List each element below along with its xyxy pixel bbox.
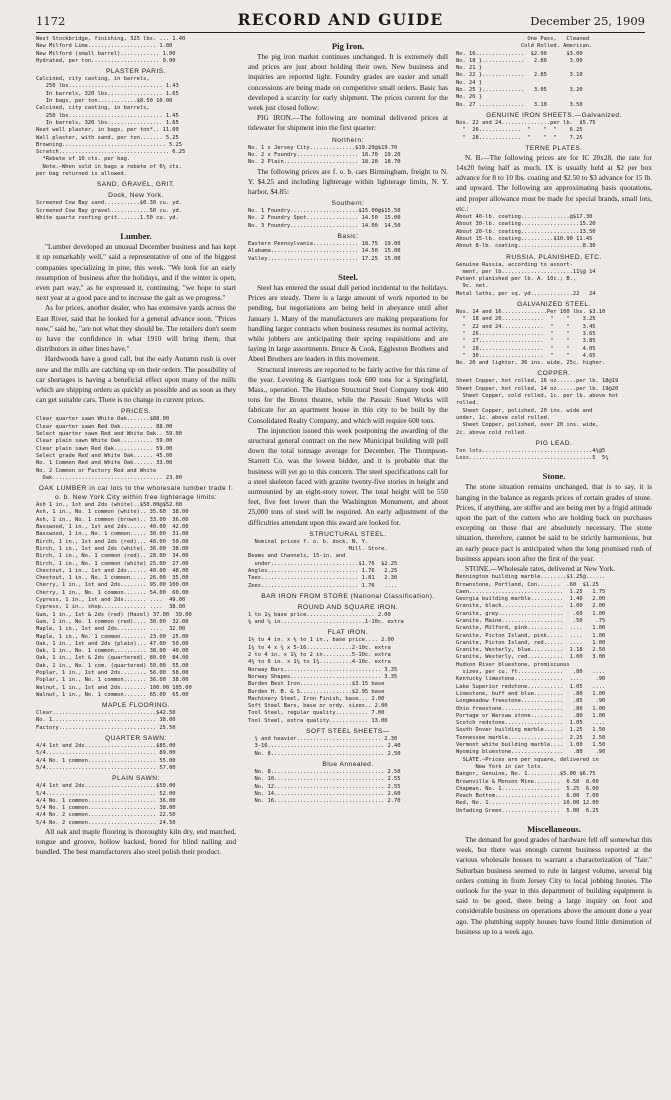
article-paragraph: Structural interests are reported to be fairly active for this time of the year. Levering & Garrigues took 600 tons for a Springfield, Mass., operation. The Hudson Structural Steel Company took 400 tons for the Bronx theatre, while the Passaic Steel Works will fabricate for an apartment house in this city to be built by the Consolidated Realty Company, and which will require 600 tons. xyxy=(248,364,448,425)
price-line: Poplar, 1 in., 1st and 2ds........ 56.00 58.00 xyxy=(36,669,189,676)
price-line: Hydrated, per ton..................... 9.00 xyxy=(36,57,176,64)
price-line: " 30.................... " " 4.65 xyxy=(456,352,596,359)
price-line: Cypress, 1 in., 1st and 2ds....... .... 49.00 xyxy=(36,597,186,604)
price-line: Scotch redstone.................. 1.05 .... xyxy=(456,720,606,727)
section-heading: GENUINE IRON SHEETS.—Galvanized. xyxy=(486,111,622,119)
price-line: Hudson River bluestone, promiscuous xyxy=(456,661,570,668)
price-line: Bennington building marble........$1.25@...... xyxy=(456,574,606,581)
price-line: No. 16............... $2.90 $3.00 xyxy=(456,50,583,57)
price-line: Machinery Steel, Iron Finish, base... 2.00 xyxy=(248,695,385,702)
price-line: 250 lbs............................. 1.45 xyxy=(36,112,179,119)
price-line: Granite, Westerly, blue.......... 1.18 2.50 xyxy=(456,647,606,654)
price-line: Georgia building marble.......... 1.40 2.00 xyxy=(456,596,606,603)
price-line: Sheet Copper, polished, 20 ins. wide and xyxy=(456,407,593,414)
price-line: Cypress, 1 in., shop.............. .... 38.00 xyxy=(36,604,186,611)
price-line: Granite, black................... 1.00 2.00 xyxy=(456,603,606,610)
section-heading: FLAT IRON. xyxy=(327,629,369,637)
section-heading: ROUND AND SQUARE IRON. xyxy=(297,603,399,611)
price-line: Tool Steel, regular quality.......... 7.00 xyxy=(248,710,385,717)
article-paragraph: The demand for good grades of hardware fell off somewhat this week, but there was enough current business reported at the various wholesale houses to warrant a characterization of "fair." Suburban business seemed to rule in largest volume, several big orders coming in from Jersey City to local jobbing houses. The outlook for the year in this department of building equipment is said to be good, there being a large inquiry on foot and considerable business on operations above the amount done a year ago. The plumbing supply houses have found little diminution of business up to a week ago. xyxy=(456,835,652,936)
column-middle xyxy=(248,36,448,1094)
price-line: 5/4 No. 1 common..................... 38.00 xyxy=(36,805,176,812)
price-line: Clear quarter sawn White Oak.......$88.00 xyxy=(36,416,170,423)
price-line: ment, per lb......................11¼@ 14 xyxy=(456,268,596,275)
section-heading: SAND, GRAVEL, GRIT. xyxy=(96,181,176,189)
price-line: Calcined, city casting, in barrels, xyxy=(36,105,150,112)
price-line: Metal laths, per sq. yd.............22 24 xyxy=(456,290,596,297)
price-line: Soft Steel Bars, base or ordy. sizes.. 2.00 xyxy=(248,703,388,710)
price-line: 4/4 No. 1 common..................... 36.00 xyxy=(36,797,176,804)
price-line: 4/4 1st and 2ds......................$85.00 xyxy=(36,743,176,750)
price-line: No. 27 .............. 3.10 3.50 xyxy=(456,101,583,108)
section-heading: BAR IRON FROM STORE (National Classification). xyxy=(261,592,435,600)
price-line: Screened Cow Bay gravel............50 cu. yd. xyxy=(36,207,183,214)
price-line: 1¼ to 4 x ¼ x 5-16..............2-10c. extra xyxy=(248,644,391,651)
price-line: 1 to 1⅞ base price..................... 2.00 xyxy=(248,611,391,618)
publication-title: RECORD AND GUIDE xyxy=(237,10,444,29)
price-line: About 40-lb. coating...............@$17.30 xyxy=(456,214,593,221)
price-line: About 15-lb. coating..........$10.90 11.45 xyxy=(456,235,593,242)
price-line: Nos. 14 and 16..............Per 100 lbs. $3.10 xyxy=(456,309,606,316)
price-line: Factory.............................. 25.50 xyxy=(36,724,176,731)
article-paragraph: The injunction issued this week postponing the awarding of the structural general contract on the new Municipal building will pull down the total tonnage average for December. The Thompson-Starrett Co. was the lowest bidder, and it is probable that the business will yet go to this concern. The steel specifications call for a steel skeleton faced with granite twenty-five stories in height and surmounted by an eight-story tower. The total height will be 550 feet, five feet lower than the Washington Monument, and about 25,000 tons of steel will be required. An early adjustment of the difficulties attendant upon this award are looked for. xyxy=(248,425,448,527)
price-line: Sheet Copper, cold rolled, 1c. per lb. above hot xyxy=(456,393,619,400)
price-line: *Rebate of 10 cts. per bag. xyxy=(36,156,131,163)
article-paragraph: The pig iron market continues unchanged. It is extremely dull and prices are just about holding their own. New business and inquiries are reported light. Foundry grades are easier and small concessions are being made on competitive small orders. Basic has developed a scarcity for early shipment. The prices current for the week just closed follow: xyxy=(248,52,448,113)
article-paragraph: N. B.—The following prices are for IC 20x28, the rate for 14x20 being half as much. IX is usually held at $2 per box advance for 8 to 10 lbs. coating and $2.50 to $3 advance for 15 lb. and upward. The following are approximating basis quotations, and proper allowance must be made for special brands, small lots, etc.: xyxy=(456,152,652,213)
price-line: No. 2 Common or Factory Red and White xyxy=(36,467,157,474)
price-line: New Milford Lime..................... 1.80 xyxy=(36,43,173,50)
price-line: About 8-lb. coating....................8.30 xyxy=(456,243,596,250)
article-heading: Steel. xyxy=(338,271,358,282)
price-line: About 20-lb. coating..................13.50 xyxy=(456,228,596,235)
price-line: 5/4.................................. 52.00 xyxy=(36,790,176,797)
price-line: Gum, 1 in., 1st & 2ds (red) (Hazel) 37.00 39.00 xyxy=(36,611,192,618)
price-line: Oak, 1 in., 1st and 2ds (plain)... 47.00 50.00 xyxy=(36,640,189,647)
price-line: Clear quarter sawn Red Oak.......... 88.00 xyxy=(36,423,173,430)
price-line: under, 1c. above cold rolled. xyxy=(456,414,551,421)
price-line: Alabama........................... 14.50 15.00 xyxy=(248,248,401,255)
price-line: Brownstone, Portland, Con....... .60 $1.25 xyxy=(456,581,599,588)
price-line: Walnut, 1 in., 1st and 2ds........ 100.00 105.00 xyxy=(36,684,192,691)
price-line: No. 1 Common Red and White Oak...... 33.00 xyxy=(36,460,173,467)
price-line: 250 lbs............................. 1.43 xyxy=(36,83,179,90)
price-line: " 18 and 20............. " " 3.25 xyxy=(456,316,596,323)
price-line: Birch, 1 in., 1st and 2ds (white). 36.00 38.00 xyxy=(36,545,189,552)
price-line: Tool Steel, extra quality............ 13.00 xyxy=(248,717,388,724)
price-line: 4/4 1st and 2ds......................$50.00 xyxy=(36,783,176,790)
price-line: Brownville & Monson Mine........ 6.50 8.00 xyxy=(456,778,599,785)
price-line: No. 14.................................. 2.60 xyxy=(248,790,401,797)
article-paragraph: Steel has entered the usual dull period incidental to the holidays. Prices are steady. There is a large amount of work reported to be pending, but negotiations are being held in abeyance until after January 1. Many of the manufacturers are making preparations for handling larger contracts when business resumes its normal activity, while jobbers are anticipating their spring requisitions and are laying in large assortments. Bruce & Cook, Eggleston Brothers and Abeel Brothers are leaders in this movement. xyxy=(248,282,448,364)
price-line: Sheet Copper, hot rolled, 14 oz......per lb. 19@20 xyxy=(456,385,619,392)
article-paragraph: Hardwoods have a good call, but the early Autumn rush is over now and the mills are catching up on their orders. The possibility of car shortages is having a beneficial effect upon many of the mills which are shipping orders as quickly as possible and as soon as they can get suitable cars. There is no change in current prices. xyxy=(36,354,236,405)
price-line: No. 22 }............. 2.85 3.10 xyxy=(456,72,583,79)
price-line: Ash 1 in., 1st and 2ds (white)..$50.00@$52.00 xyxy=(36,502,183,509)
section-heading: MAPLE FLOORING. xyxy=(102,702,170,710)
page-header xyxy=(36,10,645,33)
price-line: West Stockbridge, finishing, 325 lbs. ... 1.40 xyxy=(36,36,186,42)
price-line: 9c. net. xyxy=(456,283,489,290)
spacer xyxy=(36,222,236,226)
price-line: South Dover building marble...... 1.25 1.50 xyxy=(456,727,606,734)
price-line: No. 2 Foundry Spot................ 14.50 15.00 xyxy=(248,215,401,222)
price-line: No. 2 Plain....................... 18.20 18.70 xyxy=(248,159,401,166)
price-line: No. 8................................... 2.50 xyxy=(248,768,401,775)
price-line: No. 1................................ 38.00 xyxy=(36,717,176,724)
price-line: Oak, 1 in., No. 1 common.......... 38.00 40.00 xyxy=(36,648,189,655)
spacer xyxy=(248,263,448,267)
price-line: per bag returned is allowed. xyxy=(36,171,127,178)
price-line: Clear plain sawn White Oak.......... 59.00 xyxy=(36,438,173,445)
price-line: Select grade Red and White Oak...... 45.00 xyxy=(36,452,173,459)
article-heading: Pig Iron. xyxy=(331,41,365,51)
price-line: Ash, 1 in., No. 1 common (white).. 35.60 38.00 xyxy=(36,509,189,516)
price-line: " 26.................... " " 3.65 xyxy=(456,330,596,337)
price-line: Eastern Pennsylvania.............. 18.75 19.00 xyxy=(248,241,401,248)
price-line: " 28............. " " " 7.25 xyxy=(456,134,583,141)
sub-heading: Northern: xyxy=(332,136,364,144)
price-line: No. 10.................................. 2.55 xyxy=(248,776,401,783)
price-line: Longmeadow freestone............. .85 .90 xyxy=(456,698,606,705)
price-line: Poplar, 1 in., No. 1 common....... 36.00 38.00 xyxy=(36,677,189,684)
price-line: Scratch.................................. 6.25 xyxy=(36,149,186,156)
price-line: ¾ and heavier.......................... 2.30 xyxy=(248,736,398,743)
price-line: Granite, Picton Island, red...... .... 1.00 xyxy=(456,639,606,646)
price-line: Wyoming bluestone................ .80 .90 xyxy=(456,749,606,756)
price-line: 4¼ to 6 in. x 1¼ to 1¾..........4-10c. extra xyxy=(248,659,391,666)
column-left xyxy=(36,36,236,1094)
price-line: Maple, 1 in., 1st and 2ds......... .... 32.00 xyxy=(36,626,186,633)
price-line: Wall plaster, with sand, per ton....... 5.25 xyxy=(36,134,179,141)
price-line: No. 3 Foundry..................... 14.00 14.50 xyxy=(248,222,401,229)
price-line: No. 1 x Jersey City..............$19.20@$19.70 xyxy=(248,144,398,151)
price-line: Birch, 1 in., No. 1 common (red).. 28.00 34.00 xyxy=(36,553,189,560)
price-line: No. 18 }............. 2.80 3.00 xyxy=(456,57,583,64)
price-line: Basswood, 1 in., No. 1 common..... 30.00 31.00 xyxy=(36,531,189,538)
price-line: White quartz roofing grit.......1.50 cu. yd. xyxy=(36,214,179,221)
price-line: In barrels, 320 lbs................. 1.65 xyxy=(36,119,179,126)
spacer xyxy=(456,815,652,819)
price-line: In bags, per ton............$8.50 10.00 xyxy=(36,98,173,105)
price-line: Chapman, No. 1.................. 5.25 6.00 xyxy=(456,785,599,792)
price-line: 1½ to 4 in. x ⅜ to 1 in., base price.... 2.00 xyxy=(248,637,395,644)
article-heading: Stone. xyxy=(542,471,566,482)
price-line: Bangor, Genuine, No. 1..........$5.00 $6.75 xyxy=(456,771,596,778)
price-line: 5/4.................................. 57.00 xyxy=(36,764,176,771)
section-heading: OAK LUMBER in car lots to the wholesale lumber trade f. o. b. New York City within free lighterage limits: xyxy=(38,485,234,502)
section-heading: PRICES. xyxy=(121,408,151,416)
price-line: Norway Bars.............................. 3.35 xyxy=(248,666,398,673)
sub-heading: Dock, New York. xyxy=(108,192,164,200)
price-line: under...........................$1.76 $2.25 xyxy=(248,560,398,567)
section-heading: TERNE PLATES. xyxy=(525,144,583,152)
price-line: Genuine Russia, according to assort- xyxy=(456,261,573,268)
price-line: Sheet Copper, hot rolled, 16 oz......per lb. 18@19 xyxy=(456,378,619,385)
price-line: Nos. 22 and 24...............per lb. $5.75 xyxy=(456,119,596,126)
price-line: Granite, Milford, pink........... .... 1.00 xyxy=(456,625,606,632)
price-line: Limestone, buff and blue......... .80 1.00 xyxy=(456,690,606,697)
price-line: Maple, 1 in., No. 1 common........ 23.00 25.00 xyxy=(36,633,189,640)
price-line: Beams and Channels, 15-in. and xyxy=(248,553,346,560)
price-line: Calcined, city casting, in barrels, xyxy=(36,76,150,83)
price-line: Chestnut, 1 in., 1st and 2ds...... 40.00 48.00 xyxy=(36,567,189,574)
article-paragraph: The following prices are f. o. b. cars Birmingham, freight to N. Y. $4.25 and including lighterage within lighterage limits, N. Y. harbor, $4.85: xyxy=(248,166,448,196)
price-line: " 27.................... " " 3.85 xyxy=(456,338,596,345)
price-line: Red, No. 1...................... 10.00 12.00 xyxy=(456,800,599,807)
price-line: 5/4.................................. 89.00 xyxy=(36,750,176,757)
price-line: Burden Best Iron................$3.15 base xyxy=(248,681,385,688)
price-line: No. 8................................... 2.50 xyxy=(248,750,401,757)
price-line: Tees.............................. 1.81 2.30 xyxy=(248,575,398,582)
price-line: Vermont white building marble.... 1.00 1.50 xyxy=(456,742,606,749)
price-line: In barrels, 320 lbs................. 1.65 xyxy=(36,90,179,97)
price-line: Clear................................$42.50 xyxy=(36,710,176,717)
price-line: rolled. xyxy=(456,400,479,407)
spacer xyxy=(456,462,652,466)
price-line: New Milford (small barrel)............ 1.00 xyxy=(36,50,176,57)
page-number: 1172 xyxy=(36,14,66,28)
price-line: Tennessee marble................. 2.25 2.50 xyxy=(456,734,606,741)
sub-heading: Basic: xyxy=(337,233,359,241)
price-line: Granite, Maine................... .50 .75 xyxy=(456,618,606,624)
price-line: 4/4 No. 1 common..................... 55.00 xyxy=(36,757,176,764)
price-line: " 28.................... " " 4.05 xyxy=(456,345,596,352)
price-line: Chestnut, 1 in., No. 1 common..... 26.00 35.00 xyxy=(36,575,189,582)
section-heading: RUSSIA, PLANISHED, ETC. xyxy=(506,253,602,261)
price-line: Patent planished per lb. A. 10c.; B., xyxy=(456,276,577,283)
price-line: Kentucky limestone............... .... .90 xyxy=(456,676,606,683)
sub-heading: Blue Annealed. xyxy=(322,760,374,768)
price-line: 5/4 No. 2 common..................... 24.50 xyxy=(36,819,176,826)
article-paragraph: The stone situation remains unchanged, that is to say, it is hanging in the balance as regards prices of certain grades of stone. Prices, if anything, are stiffer and are being met by a frigid attitude upon the part of the cutters who are holding back on purchases excepting on those that are absolutely necessary. The stone situation, therefore, cannot be said to be strictly harmonious, but an early peace pact is anticipated when the long promised rush of business appears soon after the first of the year. xyxy=(456,482,652,563)
issue-date: December 25, 1909 xyxy=(530,14,645,28)
article-paragraph: "Lumber developed an unusual December business and has kept it up remarkably well," said a representative of one of the biggest companies specializing in pine, this week. "We look for an early resumption of business after the holidays, and if the winter is open, even part way," as he expressed it, continuing, "we hope to start next year at a good pace and to increase the gait as we progress." xyxy=(36,242,236,303)
price-line: Burden H. B. & S................$2.95 base xyxy=(248,688,385,695)
price-line: New York in car lots. xyxy=(456,763,544,770)
price-line: Unfading Green.................. 5.00 6.25 xyxy=(456,807,599,814)
price-line: Angles............................ 1.76 2.25 xyxy=(248,567,398,574)
section-heading: QUARTER SAWN: xyxy=(105,735,167,743)
price-line: 3-16.................................... 2.40 xyxy=(248,743,401,750)
price-line: ⅜ and ⅝ in..........................1-10c. extra xyxy=(248,619,404,626)
price-line: No. 16.................................. 2.70 xyxy=(248,798,401,805)
price-line: Granite, Westerly, red........... 1.00 3.00 xyxy=(456,654,606,661)
price-line: Cherry, 1 in., 1st and 2ds........ 95.00 100.00 xyxy=(36,582,189,589)
price-line: One Pass, Cleaned xyxy=(456,36,590,42)
price-line: Clear plain sawn Red Oak............ 59.00 xyxy=(36,445,173,452)
section-heading: PLASTER PARIS. xyxy=(105,68,166,76)
section-heading: PLAIN SAWN: xyxy=(112,775,160,783)
sub-heading: Southern: xyxy=(331,200,365,208)
price-line: No. 24 } xyxy=(456,79,482,86)
price-line: Nominal prices f. o. b. dock, N. Y. xyxy=(248,538,369,545)
section-heading: PIG LEAD. xyxy=(535,439,573,447)
price-line: Lake Superior redstone........... 1.05 .... xyxy=(456,683,606,690)
price-line: Mill. Store. xyxy=(248,546,388,553)
price-line: Portage or Warsaw stone.......... .80 1.00 xyxy=(456,712,606,719)
price-line: " 26............. " " " 6.25 xyxy=(456,127,583,134)
price-line: No. 20 and lighter, 36 ins. wide, 25c. higher. xyxy=(456,360,606,367)
price-line: 4/4 No. 2 common..................... 22.50 xyxy=(36,812,176,819)
article-paragraph: All oak and maple flooring is thoroughly kiln dry, end matched, tongue and groove, hollow backed, bored for blind nailing and bundled. The best manufacturers also steel polish their product. xyxy=(36,827,236,857)
article-heading: Miscellaneous. xyxy=(527,824,581,835)
price-line: 2 to 4 in. x 1⅜ to 2 in.........5-10c. extra xyxy=(248,652,391,659)
article-paragraph: As for prices, another dealer, who has extensive yards across the East River, said that he looked for a general advance soon. "Prices now," said he, "are not what they should be. The retailers don't seem to have the confidence in what 1910 will bring them, that distributors in other lines have." xyxy=(36,303,236,354)
price-line: Gum, 1 in., No. 1 common (red).... 30.00 32.00 xyxy=(36,618,189,625)
price-line: Oak, 1 in., No. 1 com. (quartered) 50.00 55.00 xyxy=(36,662,189,669)
price-line: Birch, 1 in., 1st and 2ds (red)... 48.00 50.00 xyxy=(36,538,189,545)
price-line: Screened Cow Bay sand...........$0.30 cu. yd. xyxy=(36,200,183,207)
column-right xyxy=(456,36,652,1094)
price-line: No. 21 } xyxy=(456,65,482,72)
price-line: Walnut, 1 in., No. 1 common....... 65.00 65.00 xyxy=(36,691,189,698)
price-line: Neat wall plaster, in bags, per ton*.. 11.00 xyxy=(36,127,179,134)
price-line: Ohio freestone................... .80 1.00 xyxy=(456,705,606,712)
price-line: No. 1 Foundry.....................$15.00@$15.50 xyxy=(248,208,401,215)
price-line: Birch, 1 in., No. 1 common (white) 25.00 27.00 xyxy=(36,560,189,567)
price-line: Ton lots..................................4¾@5 xyxy=(456,447,606,454)
price-line: Oak.................................. 23.00 xyxy=(36,474,183,481)
price-line: No. 25 }............. 3.05 3.20 xyxy=(456,87,583,94)
price-line: " 22 and 24............. " " 3.45 xyxy=(456,323,596,330)
price-line: sizes, per cu. ft.............. .80 .... xyxy=(456,669,606,676)
price-line: No. 26 } xyxy=(456,94,482,101)
price-line: Caen............................. 1.25 1.75 xyxy=(456,588,606,595)
price-line: No. 2 x Foundry................... 18.70 19.20 xyxy=(248,151,401,158)
section-heading: SOFT STEEL SHEETS— xyxy=(306,728,390,736)
price-line: About 30-lb. coating..................15.20 xyxy=(456,221,596,228)
price-line: Cherry, 1 in., No. 1 common....... 54.00 60.00 xyxy=(36,589,189,596)
article-heading: Lumber. xyxy=(120,231,152,242)
section-heading: GALVANIZED STEEL. xyxy=(517,301,591,309)
price-line: No. 12.................................. 2.55 xyxy=(248,783,401,790)
price-line: Valley............................ 17.25 15.00 xyxy=(248,255,401,262)
price-line: Basswood, 1 in., 1st and 2ds...... 40.00 42.00 xyxy=(36,524,189,531)
price-line: Zees.............................. 1.76 .... xyxy=(248,582,398,589)
price-line: Granite, grey.................... .60 1.00 xyxy=(456,610,606,617)
price-line: Browning................................ 5.25 xyxy=(36,141,183,148)
price-line: Norway Shapes............................ 3.35 xyxy=(248,673,398,680)
price-line: Granite, Picton Island, pink..... .... 1.00 xyxy=(456,632,606,639)
price-line: Sheet Copper, polished, over 20 ins. wide, xyxy=(456,422,599,429)
section-heading: STRUCTURAL STEEL. xyxy=(309,530,387,538)
price-line: Select quarter sawn Red and White Oak.. 59.00 xyxy=(36,431,183,438)
price-line: Note.—When sold in bags a rebate of 6¼ cts. xyxy=(36,163,183,170)
price-line: Oak, 1 in., 1st & 2ds (quartered). 80.00 84.00 xyxy=(36,655,189,662)
price-line: Peach Bottom.................... 6.00 7.00 xyxy=(456,793,599,800)
price-line: Cold Rolled. American. xyxy=(456,43,593,50)
article-paragraph: STONE.—Wholesale rates, delivered at New York. xyxy=(465,564,616,574)
price-line: 2c. above cold rolled. xyxy=(456,429,528,436)
price-line: Ash, 1 in., No. 1 common (brown).. 33.00 36.00 xyxy=(36,516,189,523)
section-heading: COPPER. xyxy=(537,370,571,378)
article-paragraph: PIG IRON.—The following are nominal delivered prices at tidewater for shipment into the first quarter: xyxy=(248,113,448,133)
price-line: Loss......................................5 5¾ xyxy=(456,455,609,462)
price-line: SLATE.—Prices are per square, delivered in xyxy=(456,756,599,763)
